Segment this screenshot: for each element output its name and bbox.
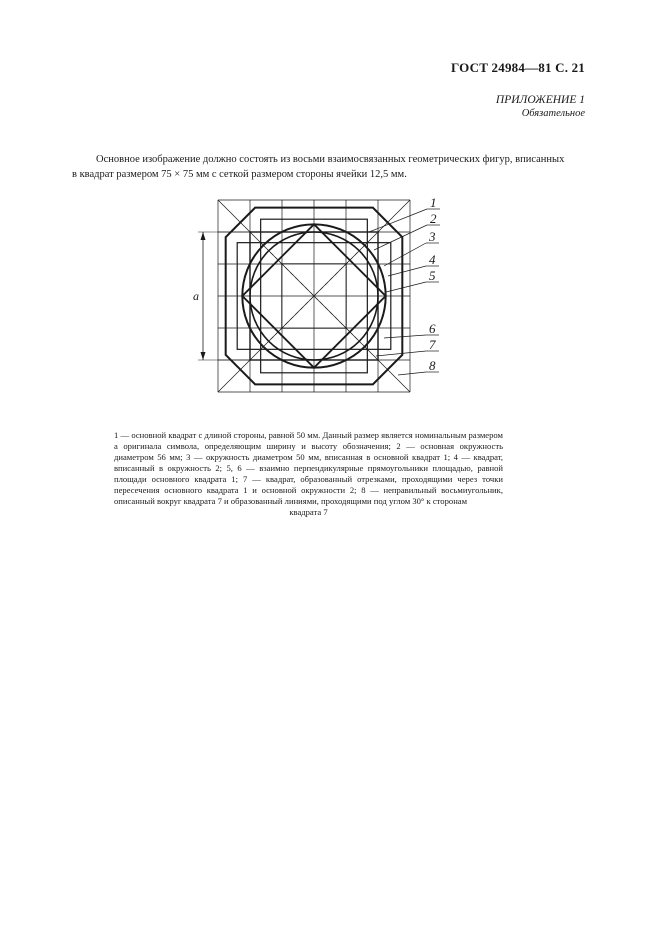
caption-last-line: квадрата 7 [289,507,328,517]
callout-number-4: 4 [429,252,436,267]
callout-number-6: 6 [429,321,436,336]
appendix-heading [496,94,585,120]
intro-paragraph [72,152,586,182]
intro-line-1: Основное изображение должно состоять из восьми взаимосвязанных геометрических фигур, вписанных [96,154,565,165]
dimension-label: a [193,289,199,303]
document-header: ГОСТ 24984—81 С. 21 [451,60,585,75]
callout-number-7: 7 [429,337,436,352]
callout-number-8: 8 [429,358,436,373]
callout-leader [398,372,426,375]
figure-caption [114,430,503,518]
appendix-title: ПРИЛОЖЕНИЕ 1 [495,94,585,106]
construction-drawing [186,188,446,413]
callout-leader [386,282,426,292]
callout-number-2: 2 [430,211,437,226]
construction-figure [186,188,446,418]
arrow-head [201,352,206,360]
caption-text: 1 — основной квадрат с длиной стороны, равной 50 мм. Данный размер является номинальным размером a оригинала символа, определяющим ширину и высоту обозначения; 2 — основная окружность диаметром 56 мм; 3 — окружность диаметром 50 мм, вписанная в основной квадрат 1; 4 — квадрат, вписанный в окружность 2; 5, 6 — взаимно перпендикулярные прямоугольники площадью, равной площади основного квадрата 1; 7 — квадрат, образованный отрезками, проходящими через точки пересечения основного квадрата 1 и основной окружности 2; 8 — неправильный восьмиугольник, описанный вокруг квадрата 7 и образованный линиями, проходящими под углом 30° к сторонам [114,430,503,506]
intro-line-2: в квадрат размером 75 × 75 мм с сеткой размером стороны ячейки 12,5 мм. [72,169,407,180]
callout-leader [374,225,427,250]
callout-number-3: 3 [429,229,436,244]
callout-number-5: 5 [429,268,436,283]
callout-leader [388,266,426,276]
appendix-status: Обязательное [521,108,585,119]
arrow-head [201,232,206,240]
callout-number-1: 1 [430,195,437,210]
